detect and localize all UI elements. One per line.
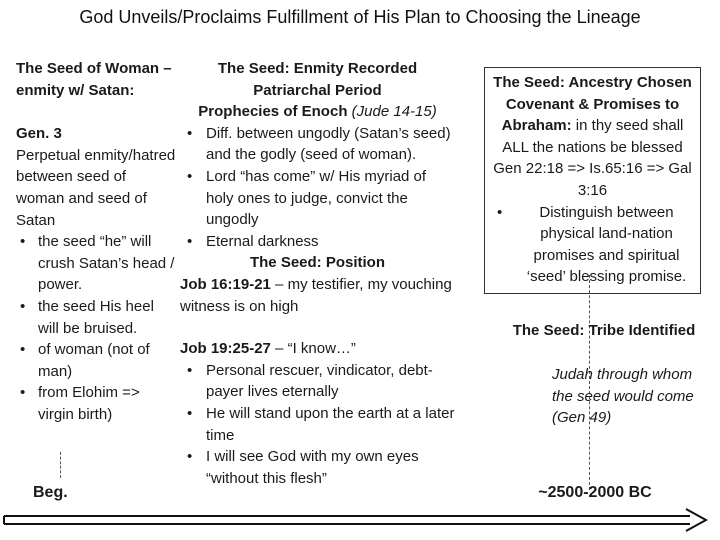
list-item: • from Elohim => virgin birth) <box>16 382 176 425</box>
job19-line <box>180 338 455 360</box>
col1-heading: The Seed of Woman – enmity w/ Satan: <box>16 60 172 99</box>
era-label: ~2500-2000 BC <box>538 484 652 501</box>
position-heading: The Seed: Position <box>249 254 385 272</box>
list-item: • Personal rescuer, vindicator, debt-payer lives eternally <box>180 360 455 403</box>
spacer <box>180 317 455 338</box>
col3-bullet-list <box>489 202 696 288</box>
list-item: • Lord “has come” w/ His myriad of holy ones to judge, convict the ungodly <box>180 166 455 231</box>
timeline-arrow <box>0 507 720 533</box>
seed-of-woman-column <box>16 58 176 426</box>
job19-text: – “I know…” <box>270 340 356 358</box>
list-item: • of woman (not of man) <box>16 339 176 382</box>
beginning-label: Beg. <box>33 484 68 501</box>
list-item: • Distinguish between physical land-nation promises and spiritual ‘seed’ blessing promise. <box>489 202 696 288</box>
arrowhead-icon <box>686 509 706 531</box>
patriarchal-period-label: Patriarchal Period <box>253 81 382 99</box>
job16-reference: Job 16:19-21 <box>180 275 271 293</box>
job16-text: – my testifier, my vouching witness is on high <box>180 275 452 315</box>
list-item: • the seed His heel will be bruised. <box>16 296 176 339</box>
enmity-recorded-column <box>180 58 455 489</box>
col1-bullet-list <box>16 231 176 425</box>
list-item: • the seed “he” will crush Satan’s head / power. <box>16 231 176 296</box>
covenant-text <box>489 94 696 202</box>
list-item: • Diff. between ungodly (Satan’s seed) and the godly (seed of woman). <box>180 123 455 166</box>
col1-intro: Perpetual enmity/hatred between seed of woman and seed of Satan <box>16 146 176 229</box>
covenant-body: in thy seed shall ALL the nations be blessed Gen 22:18 => Is.65:16 => Gal 3:16 <box>493 117 692 199</box>
enoch-bullet-list <box>180 123 455 253</box>
enoch-line <box>180 101 455 123</box>
job19-reference: Job 19:25-27 <box>180 340 271 358</box>
enoch-reference: (Jude 14-15) <box>351 103 437 121</box>
page-title: God Unveils/Proclaims Fulfillment of His Plan to Choosing the Lineage <box>79 7 641 27</box>
list-item: • I will see God with my own eyes “without this flesh” <box>180 446 455 489</box>
ancestry-chosen-box <box>484 67 701 294</box>
col2-heading: The Seed: Enmity Recorded <box>217 60 418 77</box>
beg-dashed-marker <box>60 452 61 478</box>
job19-bullet-list <box>180 360 455 490</box>
judah-note: Judah through whom the seed would come (Gen 49) <box>552 366 694 427</box>
col1-subheading: Gen. 3 <box>16 125 62 143</box>
list-item: • He will stand upon the earth at a later time <box>180 403 455 446</box>
covenant-label: Covenant & Promises to Abraham: <box>501 95 680 135</box>
col3-heading: The Seed: Ancestry Chosen <box>493 74 692 91</box>
list-item: • Eternal darkness <box>180 231 455 253</box>
enoch-label: Prophecies of Enoch <box>198 103 348 121</box>
tribe-heading: The Seed: Tribe Identified <box>512 322 696 339</box>
job16-line <box>180 274 455 317</box>
